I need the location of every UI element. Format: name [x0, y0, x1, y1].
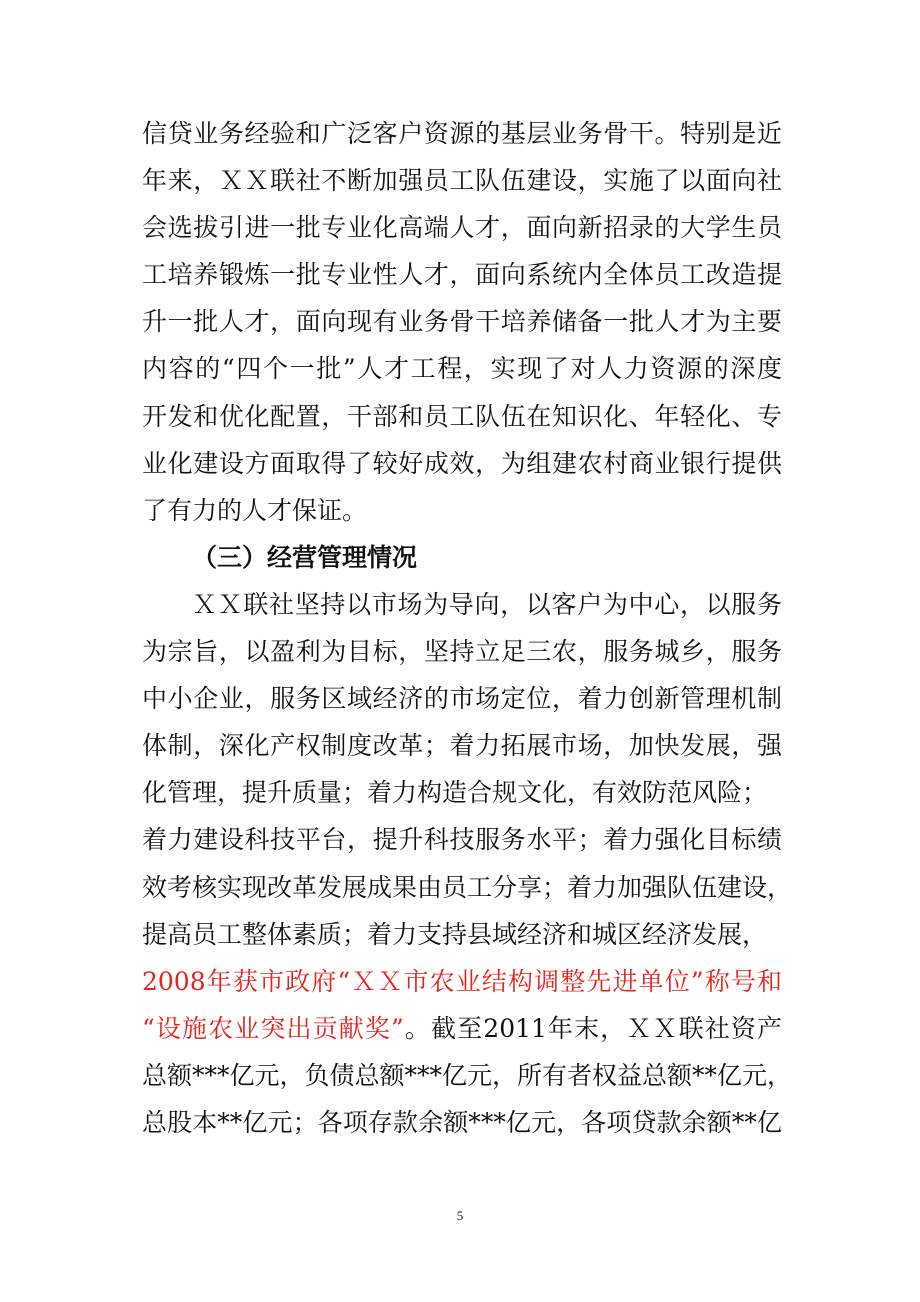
mixed-color-line	[142, 1005, 782, 1052]
paragraph-line: 着力建设科技平台，提升科技服务水平；着力强化目标绩	[142, 825, 782, 855]
body-text	[142, 110, 793, 1146]
paragraph-line: 工培养锻炼一批专业性人才，面向系统内全体员工改造提	[142, 260, 782, 290]
paragraph-line: 开发和优化配置，干部和员工队伍在知识化、年轻化、专	[142, 401, 782, 431]
paragraph-line: 会选拔引进一批专业化高端人才，面向新招录的大学生员	[142, 213, 782, 243]
paragraph-line: 中小企业，服务区域经济的市场定位，着力创新管理机制	[142, 684, 782, 714]
paragraph-line: 总股本**亿元；各项存款余额***亿元，各项贷款余额**亿	[142, 1107, 782, 1137]
paragraph-line: 年来，ＸＸ联社不断加强员工队伍建设，实施了以面向社	[142, 166, 782, 196]
award-name-highlight: “设施农业突出贡献奖”	[142, 1013, 404, 1043]
paragraph-line: 提高员工整体素质；着力支持县域经济和城区经济发展，	[142, 919, 768, 949]
paragraph-line: 信贷业务经验和广泛客户资源的基层业务骨干。特别是近	[142, 119, 782, 148]
paragraph-line: 业化建设方面取得了较好成效，为组建农村商业银行提供	[142, 448, 782, 478]
paragraph-line: 内容的“四个一批”人才工程，实现了对人力资源的深度	[142, 354, 782, 384]
highlighted-line: 2008年获市政府“ＸＸ市农业结构调整先进单位”称号和	[142, 966, 782, 996]
paragraph-line: ＸＸ联社坚持以市场为导向，以客户为中心，以服务	[192, 589, 782, 619]
year-end-text: 。截至2011年末，ＸＸ联社资产	[403, 1013, 783, 1043]
page-number: 5	[456, 1208, 464, 1223]
paragraph-line: 总额***亿元，负债总额***亿元，所有者权益总额**亿元，	[142, 1060, 793, 1090]
paragraph-line: 效考核实现改革发展成果由员工分享；着力加强队伍建设，	[142, 872, 793, 902]
paragraph-line: 升一批人才，面向现有业务骨干培养储备一批人才为主要	[142, 307, 782, 337]
paragraph-line: 体制，深化产权制度改革；着力拓展市场，加快发展，强	[142, 731, 782, 761]
paragraph-line: 了有力的人才保证。	[142, 495, 368, 525]
paragraph-line: 为宗旨，以盈利为目标，坚持立足三农，服务城乡，服务	[142, 637, 782, 667]
paragraph-line: 化管理，提升质量；着力构造合规文化，有效防范风险；	[142, 778, 768, 808]
section-heading: （三）经营管理情况	[192, 542, 418, 572]
